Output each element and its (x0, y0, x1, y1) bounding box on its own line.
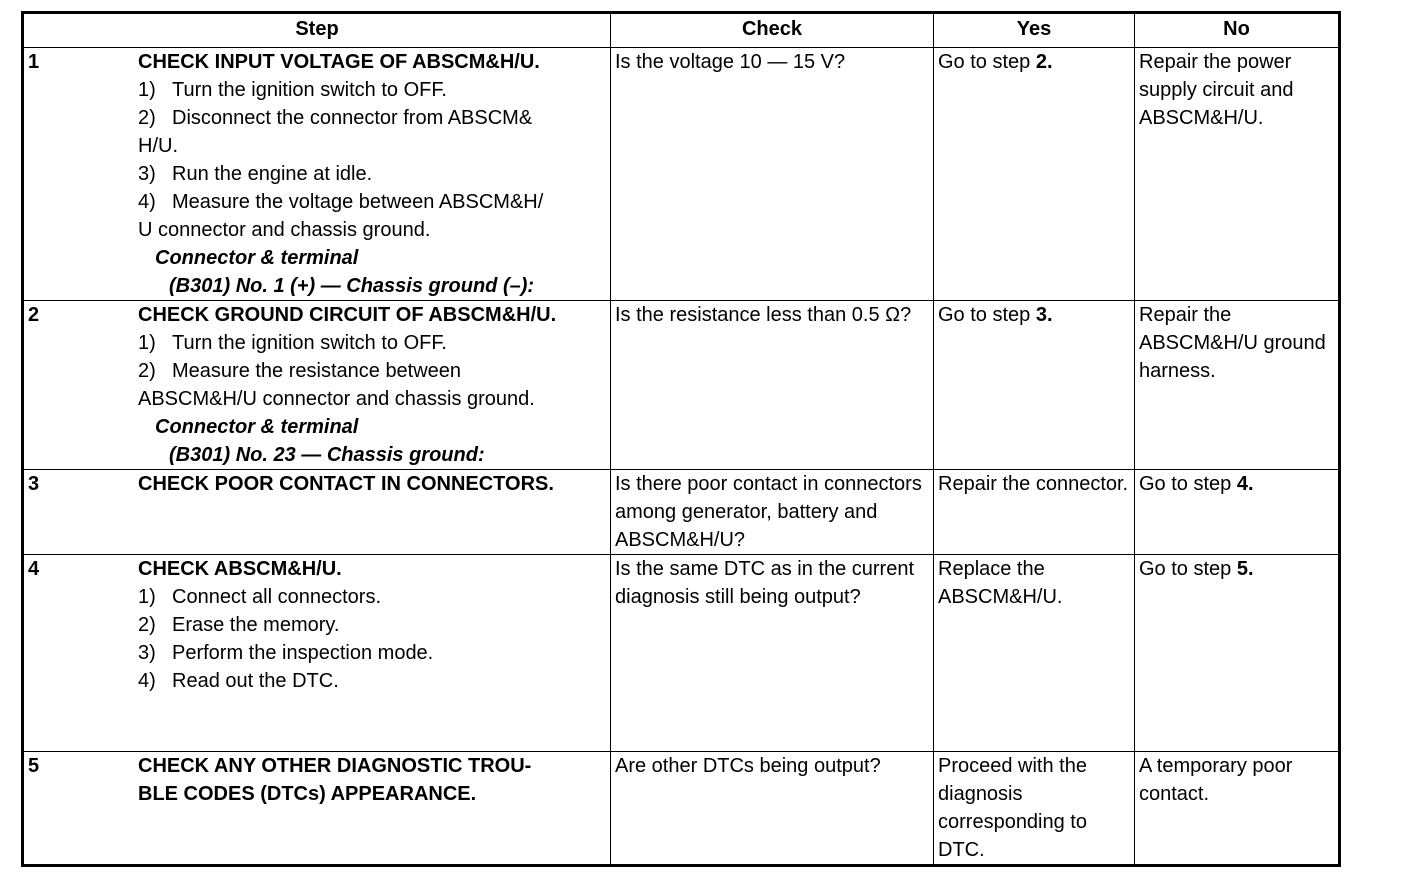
step-line: 2) Measure the resistance between (138, 360, 462, 382)
connector-spec: (B301) No. 1 (+) — Chassis ground (–): (169, 275, 535, 297)
step-line: 1) Turn the ignition switch to OFF. (138, 332, 447, 354)
step-line: 1) Turn the ignition switch to OFF. (138, 79, 447, 101)
step-line: H/U. (138, 135, 178, 157)
table-row (23, 301, 1340, 470)
diagnostic-table (21, 11, 1341, 867)
step-line: 3) Perform the inspection mode. (138, 642, 434, 664)
step-line: 1) Connect all connectors. (138, 586, 382, 608)
yes-cell: Go to step 2. (934, 48, 1135, 301)
step-line: U connector and chassis ground. (138, 219, 431, 241)
check-cell: Are other DTCs being output? (611, 752, 934, 866)
table-row (23, 555, 1340, 752)
step-number: 4 (28, 558, 40, 580)
yes-cell: Replace the ABSCM&H/U. (934, 555, 1135, 752)
step-number: 1 (28, 51, 40, 73)
yes-cell: Proceed with the diagnosis corresponding to DTC. (934, 752, 1135, 866)
step-line: 2) Disconnect the connector from ABSCM& (138, 107, 533, 129)
step-number: 2 (28, 304, 40, 326)
step-title: CHECK POOR CONTACT IN CONNECTORS. (138, 473, 554, 495)
yes-cell: Repair the connector. (934, 470, 1135, 555)
step-line: 2) Erase the memory. (138, 614, 340, 636)
header-yes: Yes (934, 13, 1135, 48)
connector-label: Connector & terminal (155, 416, 359, 438)
step-title: CHECK INPUT VOLTAGE OF ABSCM&H/U. (138, 51, 540, 73)
check-cell: Is the same DTC as in the current diagnosis still being output? (611, 555, 934, 752)
header-check: Check (611, 13, 934, 48)
step-cell (23, 555, 611, 752)
step-cell (23, 470, 611, 555)
no-cell: Repair the ABSCM&H/U ground harness. (1135, 301, 1340, 470)
step-cell (23, 752, 611, 866)
step-number: 5 (28, 755, 40, 777)
header-no: No (1135, 13, 1340, 48)
table-row (23, 752, 1340, 866)
check-cell: Is the resistance less than 0.5 Ω? (611, 301, 934, 470)
connector-spec: (B301) No. 23 — Chassis ground: (169, 444, 485, 466)
step-line: 3) Run the engine at idle. (138, 163, 373, 185)
yes-cell: Go to step 3. (934, 301, 1135, 470)
table-row (23, 470, 1340, 555)
no-cell: Go to step 5. (1135, 555, 1340, 752)
step-line: 4) Read out the DTC. (138, 670, 339, 692)
step-cell (23, 301, 611, 470)
step-number: 3 (28, 473, 40, 495)
connector-label: Connector & terminal (155, 247, 359, 269)
step-title-continued: BLE CODES (DTCs) APPEARANCE. (138, 783, 477, 805)
header-step: Step (23, 13, 611, 48)
no-cell: Go to step 4. (1135, 470, 1340, 555)
check-cell: Is there poor contact in connectors among generator, battery and ABSCM&H/U? (611, 470, 934, 555)
table-row (23, 48, 1340, 301)
no-cell: Repair the power supply circuit and ABSCM&H/U. (1135, 48, 1340, 301)
step-line: ABSCM&H/U connector and chassis ground. (138, 388, 535, 410)
no-cell: A temporary poor contact. (1135, 752, 1340, 866)
step-title: CHECK GROUND CIRCUIT OF ABSCM&H/U. (138, 304, 557, 326)
step-title: CHECK ANY OTHER DIAGNOSTIC TROU- (138, 755, 532, 777)
step-cell (23, 48, 611, 301)
step-line: 4) Measure the voltage between ABSCM&H/ (138, 191, 544, 213)
step-title: CHECK ABSCM&H/U. (138, 558, 342, 580)
check-cell: Is the voltage 10 — 15 V? (611, 48, 934, 301)
